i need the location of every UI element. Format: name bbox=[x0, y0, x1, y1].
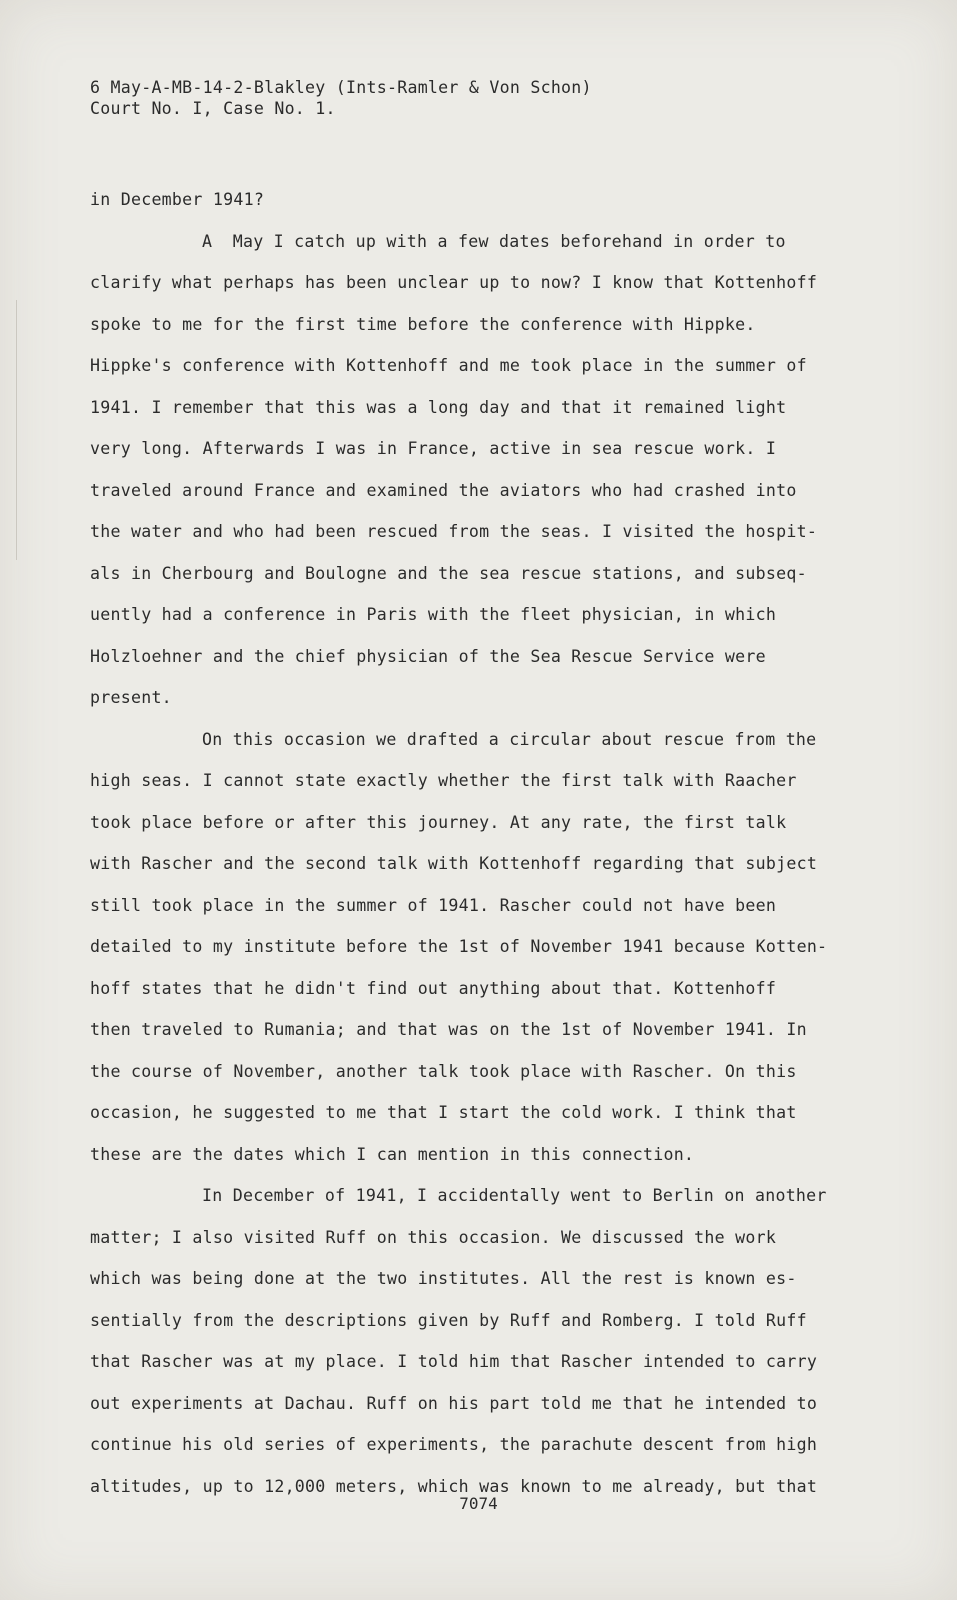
text-line: high seas. I cannot state exactly whether the first talk with Raacher bbox=[90, 771, 797, 790]
margin-crease bbox=[16, 300, 17, 560]
text-line: Holzloehner and the chief physician of the Sea Rescue Service were bbox=[90, 646, 766, 666]
text-line: spoke to me for the first time before the conference with Hippke. bbox=[90, 314, 756, 334]
text-line: A May I catch up with a few dates beforehand in order to bbox=[202, 231, 786, 251]
text-line: On this occasion we drafted a circular about rescue from the bbox=[202, 729, 817, 749]
header-line-1: 6 May-A-MB-14-2-Blakley (Ints-Ramler & Von Schon) bbox=[90, 78, 592, 97]
transcript-body bbox=[90, 179, 930, 1507]
text-line: then traveled to Rumania; and that was on the 1st of November 1941. In bbox=[90, 1020, 807, 1039]
text-line: detailed to my institute before the 1st of November 1941 because Kotten- bbox=[90, 937, 828, 956]
text-line: took place before or after this journey. At any rate, the first talk bbox=[90, 812, 787, 832]
text-line: clarify what perhaps has been unclear up to now? I know that Kottenhoff bbox=[90, 273, 818, 292]
text-line: Hippke's conference with Kottenhoff and me took place in the summer of bbox=[90, 356, 807, 375]
text-line: uently had a conference in Paris with the fleet physician, in which bbox=[90, 605, 777, 624]
text-line: with Rascher and the second talk with Kottenhoff regarding that subject bbox=[90, 854, 818, 873]
header-line-2: Court No. I, Case No. 1. bbox=[90, 99, 336, 118]
text-line: altitudes, up to 12,000 meters, which was known to me already, but that bbox=[90, 1476, 818, 1496]
text-line: still took place in the summer of 1941. Rascher could not have been bbox=[90, 895, 777, 915]
text-line: the course of November, another talk took place with Rascher. On this bbox=[90, 1061, 797, 1081]
text-line: which was being done at the two institutes. All the rest is known es- bbox=[90, 1269, 797, 1288]
text-line: sentially from the descriptions given by Ruff and Romberg. I told Ruff bbox=[90, 1310, 807, 1330]
text-line: occasion, he suggested to me that I start the cold work. I think that bbox=[90, 1103, 797, 1122]
page-number: 7074 bbox=[459, 1494, 498, 1513]
text-line: 1941. I remember that this was a long day and that it remained light bbox=[90, 397, 787, 417]
text-line: als in Cherbourg and Boulogne and the sea rescue stations, and subseq- bbox=[90, 563, 807, 583]
text-line: out experiments at Dachau. Ruff on his part told me that he intended to bbox=[90, 1393, 818, 1413]
text-line: matter; I also visited Ruff on this occasion. We discussed the work bbox=[90, 1227, 777, 1247]
text-line: these are the dates which I can mention in this connection. bbox=[90, 1144, 695, 1164]
text-line: that Rascher was at my place. I told him that Rascher intended to carry bbox=[90, 1352, 818, 1371]
text-line: continue his old series of experiments, the parachute descent from high bbox=[90, 1435, 818, 1454]
text-line: the water and who had been rescued from the seas. I visited the hospit- bbox=[90, 522, 818, 541]
text-line: traveled around France and examined the aviators who had crashed into bbox=[90, 480, 797, 500]
text-line: In December of 1941, I accidentally went to Berlin on another bbox=[202, 1186, 827, 1205]
text-line: very long. Afterwards I was in France, active in sea rescue work. I bbox=[90, 439, 777, 458]
text-line: in December 1941? bbox=[90, 190, 265, 209]
text-line: present. bbox=[90, 688, 172, 707]
text-line: hoff states that he didn't find out anything about that. Kottenhoff bbox=[90, 978, 777, 998]
